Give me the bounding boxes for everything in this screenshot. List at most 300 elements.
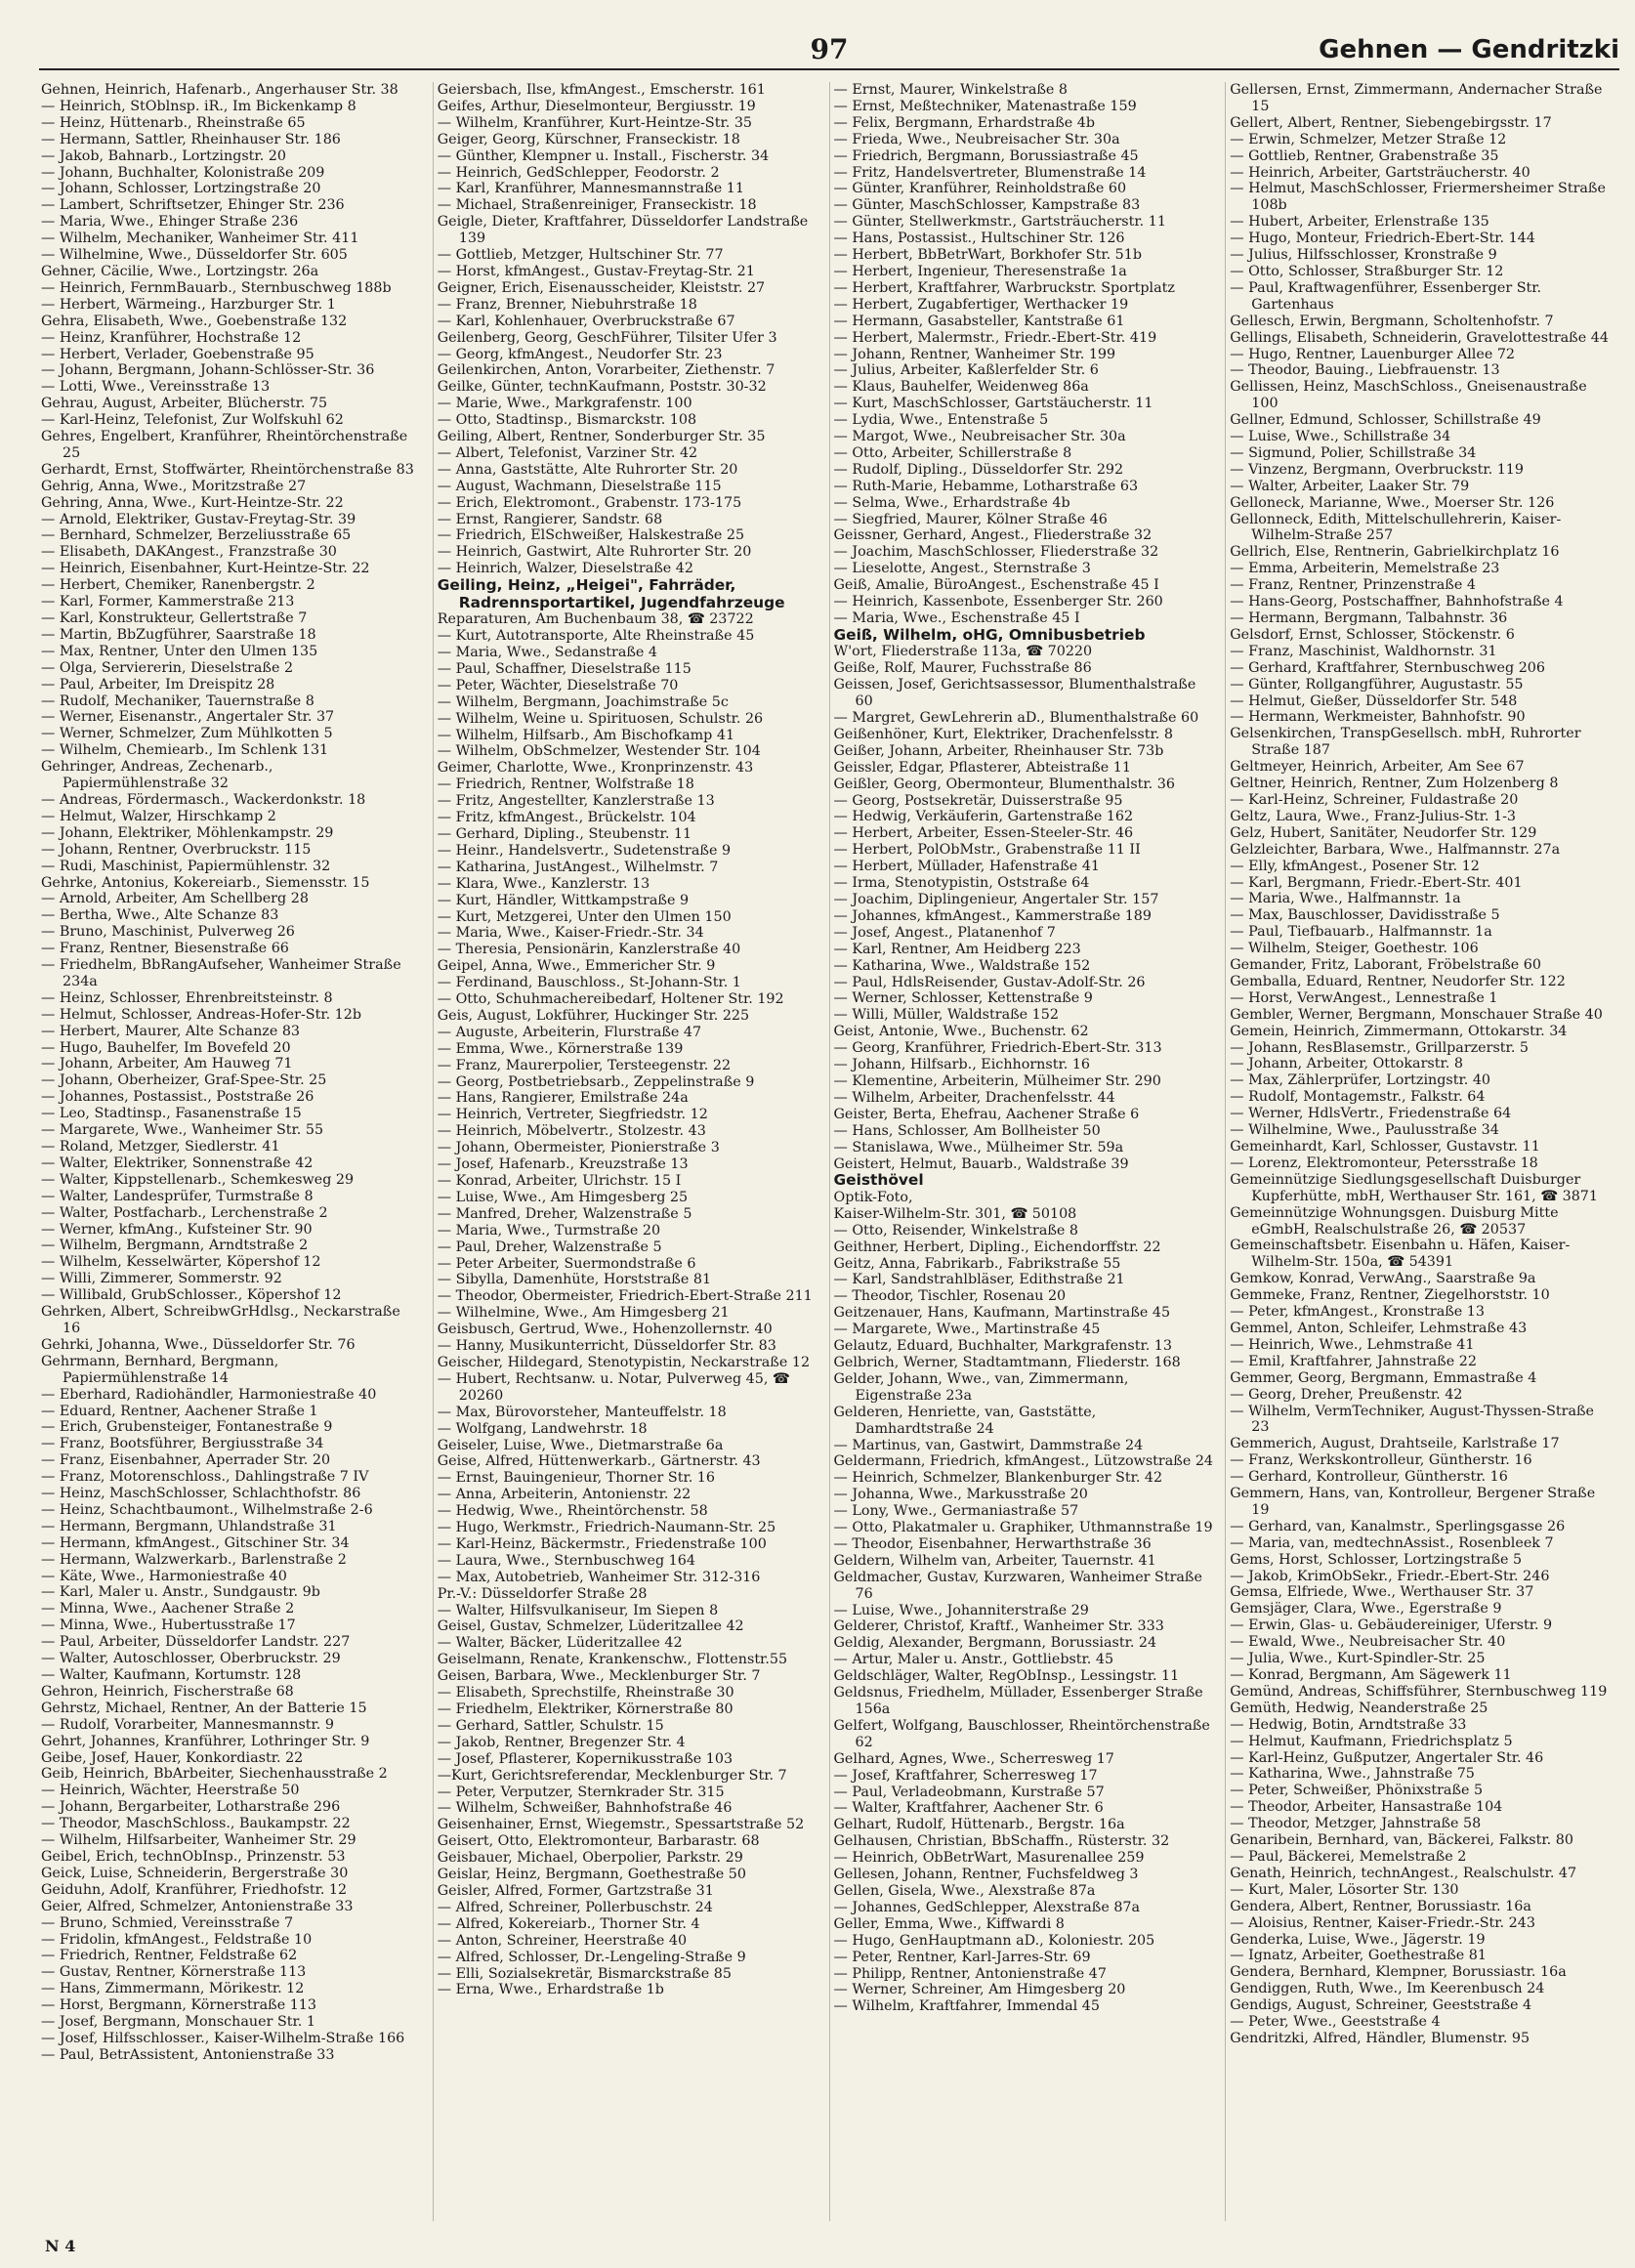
directory-entry: — Heinrich, ObBetrWart, Masurenallee 259 <box>833 1850 1145 1867</box>
directory-entry: — Irma, Stenotypistin, Oststraße 64 <box>833 875 1090 892</box>
directory-entry: — Wilhelm, Steiger, Goethestr. 106 <box>1230 941 1479 957</box>
directory-entry: Gelhard, Agnes, Wwe., Scherresweg 17 <box>833 1750 1114 1767</box>
directory-entry: — Peter, Rentner, Karl-Jarres-Str. 69 <box>833 1949 1091 1965</box>
directory-entry: — Auguste, Arbeiterin, Flurstraße 47 <box>437 1024 702 1040</box>
directory-entry: — Elisabeth, Sprechstilfe, Rheinstraße 30 <box>437 1685 734 1701</box>
directory-entry: — Herbert, Maurer, Alte Schanze 83 <box>41 1023 301 1039</box>
directory-entry: — Paul, HdlsReisender, Gustav-Adolf-Str. 26 <box>833 974 1146 990</box>
directory-entry: Geigle, Dieter, Kraftfahrer, Düsseldorfer Landstraße 139 <box>437 214 809 247</box>
directory-columns <box>41 82 1621 2221</box>
directory-entry: — Otto, Reisender, Winkelstraße 8 <box>833 1222 1079 1239</box>
directory-entry: — Selma, Wwe., Erhardstraße 4b <box>833 494 1070 511</box>
directory-entry: — Günter, Rollgangführer, Augustastr. 55 <box>1230 676 1524 693</box>
directory-entry: Gemeinnützige Siedlungsgesellschaft Duisburger Kupferhütte, mbH, Werthauser Str. 161, ☎ 3871 <box>1230 1171 1598 1204</box>
directory-entry: Geipel, Anna, Wwe., Emmericher Str. 9 <box>437 958 716 975</box>
directory-entry: — Joachim, MaschSchlosser, Fliederstraße 32 <box>833 544 1159 561</box>
directory-entry: — Horst, Bergmann, Körnerstraße 113 <box>41 1997 316 2014</box>
directory-entry: — Emma, Arbeiterin, Memelstraße 23 <box>1230 561 1500 577</box>
directory-entry: Gemkow, Konrad, VerwAng., Saarstraße 9a <box>1230 1271 1536 1287</box>
directory-entry: Geissler, Edgar, Pflasterer, Abteistraße 11 <box>833 759 1131 776</box>
printer-signature: N 4 <box>45 2237 76 2255</box>
directory-entry: — Johann, Hilfsarb., Eichhornstr. 16 <box>833 1057 1091 1073</box>
directory-entry: Gemüth, Hedwig, Neanderstraße 25 <box>1230 1700 1488 1716</box>
directory-entry: — Johannes, GedSchlepper, Alexstraße 87a <box>833 1899 1141 1915</box>
directory-entry: — Karl-Heinz, Gußputzer, Angertaler Str. 46 <box>1230 1749 1544 1766</box>
directory-entry: Gelfert, Wolfgang, Bauschlosser, Rheintörchenstraße 62 <box>833 1717 1210 1750</box>
directory-entry: — Max, Bürovorsteher, Manteuffelstr. 18 <box>437 1404 727 1420</box>
directory-entry: Geldschläger, Walter, RegObInsp., Lessingstr. 11 <box>833 1668 1180 1685</box>
directory-entry: — Friedrich, Rentner, Feldstraße 62 <box>41 1948 298 1964</box>
directory-entry: — Wilhelmine, Wwe., Düsseldorfer Str. 605 <box>41 247 348 264</box>
directory-entry: — Maria, Wwe., Eschenstraße 45 I <box>833 610 1080 626</box>
directory-entry: — Karl, Konstrukteur, Gellertstraße 7 <box>41 610 308 626</box>
directory-entry: Gehra, Elisabeth, Wwe., Goebenstraße 132 <box>41 313 348 329</box>
directory-entry: Geiß, Amalie, BüroAngest., Eschenstraße 45 I <box>833 577 1159 594</box>
directory-entry: — Gerhard, Dipling., Steubenstr. 11 <box>437 825 692 842</box>
directory-entry: — Maria, Wwe., Ehinger Straße 236 <box>41 214 299 231</box>
directory-entry: — Hubert, Rechtsanw. u. Notar, Pulverweg 45, ☎ 20260 <box>437 1370 790 1404</box>
directory-entry: — Karl, Kohlenhauer, Overbruckstraße 67 <box>437 313 735 329</box>
directory-entry: — Arnold, Elektriker, Gustav-Freytag-Str. 39 <box>41 511 356 527</box>
directory-entry: — Sigmund, Polier, Schillstraße 34 <box>1230 444 1477 461</box>
directory-entry: — Hans, Zimmermann, Mörikestr. 12 <box>41 1981 305 1997</box>
directory-entry: — Philipp, Rentner, Antonienstraße 47 <box>833 1965 1108 1982</box>
directory-entry: — Johannes, Postassist., Poststraße 26 <box>41 1089 314 1106</box>
directory-entry: — Heinrich, Wächter, Heerstraße 50 <box>41 1783 300 1799</box>
directory-entry: — Wilhelm, Hilfsarb., Am Bischofkamp 41 <box>437 727 735 743</box>
directory-entry: — Johann, Arbeiter, Am Hauweg 71 <box>41 1056 293 1072</box>
directory-entry: Geisen, Barbara, Wwe., Mecklenburger Str. 7 <box>437 1668 761 1685</box>
directory-entry: Gellrich, Else, Rentnerin, Gabrielkirchplatz 16 <box>1230 544 1560 561</box>
directory-entry: Geltz, Laura, Wwe., Franz-Julius-Str. 1-3 <box>1230 808 1516 824</box>
directory-entry: — Georg, Dreher, Preußenstr. 42 <box>1230 1386 1463 1403</box>
directory-entry: — Peter, Schweißer, Phönixstraße 5 <box>1230 1783 1484 1799</box>
directory-entry: — Walter, Elektriker, Sonnenstraße 42 <box>41 1155 314 1171</box>
directory-column-3 <box>829 82 1226 2221</box>
directory-entry: Geissen, Josef, Gerichtsassessor, Blumenthalstraße 60 <box>833 677 1196 710</box>
directory-entry: — Peter Arbeiter, Suermondstraße 6 <box>437 1255 696 1272</box>
directory-entry: Gendritzki, Alfred, Händler, Blumenstr. 95 <box>1230 2030 1530 2046</box>
directory-entry: Gemballa, Eduard, Rentner, Neudorfer Str. 122 <box>1230 973 1566 989</box>
directory-entry: — Georg, kfmAngest., Neudorfer Str. 23 <box>437 346 723 362</box>
directory-entry: — Kurt, MaschSchlosser, Gartstäucherstr. 11 <box>833 396 1153 412</box>
directory-entry: — Wilhelm, Kranführer, Kurt-Heintze-Str. 35 <box>437 114 753 131</box>
directory-entry: — Wilhelm, Bergmann, Arndtstraße 2 <box>41 1238 309 1254</box>
directory-entry: — Walter, Postfacharb., Lerchenstraße 2 <box>41 1204 328 1221</box>
directory-entry: — Margarete, Wwe., Wanheimer Str. 55 <box>41 1122 324 1139</box>
directory-entry: — Paul, Arbeiter, Im Dreispitz 28 <box>41 676 275 693</box>
directory-entry: — Maria, Wwe., Sedanstraße 4 <box>437 645 658 660</box>
directory-entry: — Maria, Wwe., Kaiser-Friedr.-Str. 34 <box>437 925 704 942</box>
directory-entry: — Johann, Buchhalter, Kolonistraße 209 <box>41 164 325 181</box>
directory-entry: — Josef, Angest., Platanenhof 7 <box>833 924 1056 941</box>
directory-entry: — Hans, Schlosser, Am Bollheister 50 <box>833 1122 1101 1139</box>
directory-entry: Geick, Luise, Schneiderin, Bergerstraße 30 <box>41 1865 349 1881</box>
directory-entry: — Werner, HdlsVertr., Friedenstraße 64 <box>1230 1106 1512 1122</box>
directory-entry: Gellonneck, Edith, Mittelschullehrerin, Kaiser-Wilhelm-Straße 257 <box>1230 511 1562 544</box>
directory-entry: — Heinrich, Schmelzer, Blankenburger Str. 42 <box>833 1470 1163 1487</box>
directory-entry: — Albert, Telefonist, Varziner Str. 42 <box>437 444 698 461</box>
directory-entry: — Ernst, Rangierer, Sandstr. 68 <box>437 511 663 527</box>
directory-entry: — Klara, Wwe., Kanzlerstr. 13 <box>437 875 650 892</box>
directory-entry: — Hermann, Bergmann, Uhlandstraße 31 <box>41 1518 337 1534</box>
directory-entry: — Katharina, Wwe., Waldstraße 152 <box>833 957 1091 974</box>
directory-entry: — Käte, Wwe., Harmoniestraße 40 <box>41 1568 287 1584</box>
directory-entry: Geist, Antonie, Wwe., Buchenstr. 62 <box>833 1024 1089 1040</box>
directory-entry: — Willi, Zimmerer, Sommerstr. 92 <box>41 1271 282 1287</box>
directory-entry: Geller, Emma, Wwe., Kiffwardi 8 <box>833 1915 1065 1932</box>
directory-entry: Gelder, Johann, Wwe., van, Zimmermann, Eigenstraße 23a <box>833 1370 1129 1404</box>
directory-entry: — Karl, Rentner, Am Heidberg 223 <box>833 941 1081 957</box>
directory-entry: — Bruno, Maschinist, Pulverweg 26 <box>41 924 295 941</box>
directory-entry: Geldig, Alexander, Bergmann, Borussiastr. 24 <box>833 1635 1157 1652</box>
directory-entry: — Johann, Rentner, Wanheimer Str. 199 <box>833 346 1116 362</box>
directory-entry: — Ernst, Bauingenieur, Thorner Str. 16 <box>437 1470 715 1487</box>
directory-entry: Gehrig, Anna, Wwe., Moritzstraße 27 <box>41 478 307 494</box>
directory-entry: — Herbert, Kraftfahrer, Warbruckstr. Sportplatz <box>833 279 1175 296</box>
directory-entry: Reparaturen, Am Buchenbaum 38, ☎ 23722 <box>437 611 754 628</box>
directory-entry: Gehringer, Andreas, Zechenarb., Papiermühlenstraße 32 <box>41 759 273 792</box>
directory-entry: — Herbert, PolObMstr., Grabenstraße 11 II <box>833 842 1141 859</box>
directory-entry: — Rudolf, Vorarbeiter, Mannesmannstr. 9 <box>41 1716 334 1733</box>
directory-entry: — Helmut, MaschSchlosser, Friermersheimer Straße 108b <box>1230 181 1606 214</box>
directory-entry: Geise, Alfred, Hüttenwerkarb., Gärtnerstr. 43 <box>437 1453 761 1470</box>
directory-entry: — Felix, Bergmann, Erhardstraße 4b <box>833 114 1096 131</box>
directory-entry: — Ewald, Wwe., Neubreisacher Str. 40 <box>1230 1634 1506 1651</box>
directory-entry: — Bernhard, Schmelzer, Berzeliusstraße 65 <box>41 527 352 544</box>
page-number: 97 <box>810 33 849 65</box>
directory-entry: — Horst, kfmAngest., Gustav-Freytag-Str. 21 <box>437 263 755 279</box>
directory-entry: — Lorenz, Elektromonteur, Petersstraße 18 <box>1230 1155 1538 1171</box>
directory-entry: — Heinrich, Möbelvertr., Stolzestr. 43 <box>437 1123 706 1140</box>
directory-entry: — Lydia, Wwe., Entenstraße 5 <box>833 412 1049 429</box>
directory-entry: — Fritz, kfmAngest., Brückelstr. 104 <box>437 810 696 826</box>
directory-entry: — Anton, Schreiner, Heerstraße 40 <box>437 1932 688 1949</box>
directory-entry: — Hans, Postassist., Hultschiner Str. 126 <box>833 231 1125 247</box>
directory-entry: — Franz, Bootsführer, Bergiusstraße 34 <box>41 1436 324 1452</box>
directory-entry: — Gerhard, van, Kanalmstr., Sperlingsgasse 26 <box>1230 1518 1566 1534</box>
directory-entry: — Hanny, Musikunterricht, Düsseldorfer Str. 83 <box>437 1338 776 1355</box>
directory-entry: Gehrki, Johanna, Wwe., Düsseldorfer Str. 76 <box>41 1336 356 1353</box>
directory-entry: — Helmut, Walzer, Hirschkamp 2 <box>41 808 276 824</box>
directory-entry: — Willi, Müller, Waldstraße 152 <box>833 1007 1059 1024</box>
directory-entry: — Franz, Motorenschloss., Dahlingstraße 7 IV <box>41 1469 369 1486</box>
directory-entry: — Kurt, Händler, Wittkampstraße 9 <box>437 892 690 908</box>
directory-entry: — Vinzenz, Bergmann, Overbruckstr. 119 <box>1230 461 1524 478</box>
directory-entry: — Günter, MaschSchlosser, Kampstraße 83 <box>833 197 1141 214</box>
directory-entry: Geistert, Helmut, Bauarb., Waldstraße 39 <box>833 1155 1129 1172</box>
directory-entry: Gellen, Gisela, Wwe., Alexstraße 87a <box>833 1882 1096 1899</box>
directory-entry: — Kurt, Metzgerei, Unter den Ulmen 150 <box>437 908 732 925</box>
directory-entry: — Max, Zählerprüfer, Lortzingstr. 40 <box>1230 1072 1491 1089</box>
directory-entry: — Werner, Schmelzer, Zum Mühlkotten 5 <box>41 726 333 742</box>
directory-entry: Genaribein, Bernhard, van, Bäckerei, Falkstr. 80 <box>1230 1832 1573 1849</box>
directory-entry: — Karl, Kranführer, Mannesmannstraße 11 <box>437 181 744 197</box>
directory-entry: Gehrstz, Michael, Rentner, An der Batterie 15 <box>41 1700 367 1716</box>
directory-entry: Gellner, Edmund, Schlosser, Schillstraße 49 <box>1230 412 1541 429</box>
directory-entry: Gemeinhardt, Karl, Schlosser, Gustavstr. 11 <box>1230 1139 1540 1155</box>
directory-entry: — Gerhard, Sattler, Schulstr. 15 <box>437 1717 664 1734</box>
directory-entry: Geis, August, Lokführer, Huckinger Str. 225 <box>437 1007 750 1024</box>
directory-entry: Gehres, Engelbert, Kranführer, Rheintörchenstraße 25 <box>41 429 408 461</box>
directory-entry: — Johann, Rentner, Overbruckstr. 115 <box>41 841 312 858</box>
directory-entry: — Lieselotte, Angest., Sternstraße 3 <box>833 561 1091 577</box>
directory-entry: Geier, Alfred, Schmelzer, Antonienstraße 33 <box>41 1898 354 1914</box>
directory-entry: — Wilhelm, ObSchmelzer, Westender Str. 104 <box>437 743 761 760</box>
directory-entry: — Konrad, Bergmann, Am Sägewerk 11 <box>1230 1667 1512 1683</box>
directory-entry: — Karl, Sandstrahlbläser, Edithstraße 21 <box>833 1272 1125 1288</box>
directory-entry: — Josef, Hilfsschlosser., Kaiser-Wilhelm-Straße 166 <box>41 2030 405 2046</box>
directory-entry: — Konrad, Arbeiter, Ulrichstr. 15 I <box>437 1173 682 1189</box>
directory-entry: Geitzenauer, Hans, Kaufmann, Martinstraße 45 <box>833 1305 1171 1322</box>
directory-entry: — Max, Rentner, Unter den Ulmen 135 <box>41 643 318 659</box>
directory-entry: — Hermann, kfmAngest., Gitschiner Str. 34 <box>41 1534 350 1551</box>
directory-entry: — Klementine, Arbeiterin, Mülheimer Str. 290 <box>833 1072 1161 1089</box>
directory-entry: — Johanna, Wwe., Markusstraße 20 <box>833 1487 1088 1503</box>
directory-entry: Geißer, Johann, Arbeiter, Rheinhauser Str. 73b <box>833 742 1164 759</box>
directory-entry: Geisenhainer, Ernst, Wiegemstr., Spessartstraße 52 <box>437 1817 805 1833</box>
directory-entry: Gemmerich, August, Drahtseile, Karlstraße 17 <box>1230 1436 1560 1452</box>
directory-entry: Geldsnus, Friedhelm, Müllader, Essenberger Straße 156a <box>833 1685 1203 1717</box>
directory-entry: — Max, Autobetrieb, Wanheimer Str. 312-316 <box>437 1569 761 1585</box>
directory-entry: — Helmut, Kaufmann, Friedrichsplatz 5 <box>1230 1733 1513 1749</box>
directory-entry: — Johann, Bergmann, Johann-Schlösser-Str. 36 <box>41 362 375 379</box>
directory-entry: — Georg, Postsekretär, Duisserstraße 95 <box>833 792 1123 809</box>
directory-entry: — Herbert, BbBetrWart, Borkhofer Str. 51b <box>833 247 1143 264</box>
directory-entry: Geister, Berta, Ehefrau, Aachener Straße 6 <box>833 1106 1140 1122</box>
directory-entry: Geltner, Heinrich, Rentner, Zum Holzenberg 8 <box>1230 776 1559 792</box>
directory-entry: — Hugo, GenHauptmann aD., Koloniestr. 205 <box>833 1932 1155 1949</box>
directory-entry: — Theresia, Pensionärin, Kanzlerstraße 40 <box>437 942 741 958</box>
page-header <box>39 27 1619 70</box>
directory-entry: — Wilhelm, VermTechniker, August-Thyssen-Straße 23 <box>1230 1403 1594 1436</box>
directory-entry: Gellissen, Heinz, MaschSchloss., Gneisenaustraße 100 <box>1230 379 1587 412</box>
directory-entry: — Herbert, Müllader, Hafenstraße 41 <box>833 859 1101 875</box>
directory-entry: Geiger, Georg, Kürschner, Franseckistr. 18 <box>437 131 740 147</box>
directory-entry: — Stanislawa, Wwe., Mülheimer Str. 59a <box>833 1139 1124 1155</box>
directory-entry: Geiß, Wilhelm, oHG, Omnibusbetrieb <box>833 626 1146 644</box>
directory-entry: — Günter, Kranführer, Reinholdstraße 60 <box>833 181 1127 197</box>
directory-entry: — Hermann, Sattler, Rheinhauser Str. 186 <box>41 131 341 147</box>
directory-entry: — Theodor, Tischler, Rosenau 20 <box>833 1288 1067 1305</box>
directory-entry: Gellesen, Johann, Rentner, Fuchsfeldweg 3 <box>833 1867 1139 1883</box>
directory-entry: Gellert, Albert, Rentner, Siebengebirgsstr. 17 <box>1230 114 1552 131</box>
directory-entry: — Franz, Eisenbahner, Aperrader Str. 20 <box>41 1452 331 1469</box>
directory-entry: — Paul, BetrAssistent, Antonienstraße 33 <box>41 2046 335 2063</box>
directory-entry: Gehrmann, Bernhard, Bergmann, Papiermühlenstraße 14 <box>41 1353 279 1386</box>
directory-entry: — Johann, Schlosser, Lortzingstraße 20 <box>41 181 321 197</box>
directory-entry: — Josef, Bergmann, Monschauer Str. 1 <box>41 2014 315 2031</box>
directory-entry: — Ernst, Maurer, Winkelstraße 8 <box>833 82 1069 98</box>
directory-entry: — Helmut, Schlosser, Andreas-Hofer-Str. 12b <box>41 1006 362 1023</box>
directory-entry: — Heinz, Kranführer, Hochstraße 12 <box>41 329 302 346</box>
directory-entry: — Heinrich, Walzer, Dieselstraße 42 <box>437 561 693 577</box>
directory-entry: Gerhardt, Ernst, Stoffwärter, Rheintörchenstraße 83 <box>41 461 414 478</box>
directory-entry: — Franz, Maurerpolier, Tersteegenstr. 22 <box>437 1057 732 1073</box>
directory-entry: Gelsdorf, Ernst, Schlosser, Stöckenstr. 6 <box>1230 626 1515 643</box>
directory-entry: Gemander, Fritz, Laborant, Fröbelstraße 60 <box>1230 957 1541 974</box>
directory-column-4 <box>1225 82 1621 2221</box>
directory-entry: — Maria, Wwe., Halfmannstr. 1a <box>1230 891 1461 907</box>
directory-entry: — Paul, Verladeobmann, Kurstraße 57 <box>833 1784 1105 1800</box>
directory-entry: Gelsenkirchen, TranspGesellsch. mbH, Ruhrorter Straße 187 <box>1230 726 1581 759</box>
directory-entry: Kaiser-Wilhelm-Str. 301, ☎ 50108 <box>833 1205 1077 1222</box>
directory-entry: — Elli, Sozialsekretär, Bismarckstraße 85 <box>437 1965 733 1982</box>
directory-entry: — Paul, Arbeiter, Düsseldorfer Landstr. 227 <box>41 1634 351 1651</box>
directory-entry: — Franz, Werkskontrolleur, Güntherstr. 16 <box>1230 1452 1532 1469</box>
directory-entry: — Hermann, Bergmann, Talbahnstr. 36 <box>1230 610 1508 626</box>
directory-entry: — Hermann, Walzwerkarb., Barlenstraße 2 <box>41 1551 347 1568</box>
directory-entry: W'ort, Fliederstraße 113a, ☎ 70220 <box>833 644 1093 660</box>
directory-entry: — Otto, Schuhmachereibedarf, Holtener Str. 192 <box>437 991 784 1008</box>
directory-entry: — Willibald, GrubSchlosser., Köpershof 12 <box>41 1287 342 1304</box>
directory-entry: — Franz, Maschinist, Waldhornstr. 31 <box>1230 643 1497 659</box>
directory-entry: — Maria, van, medtechnAssist., Rosenbleek 7 <box>1230 1534 1554 1551</box>
directory-entry: — Heinrich, FernmBauarb., Sternbuschweg 188b <box>41 279 392 296</box>
directory-entry: — Friedhelm, Elektriker, Körnerstraße 80 <box>437 1701 734 1717</box>
directory-entry: — Olga, Serviererin, Dieselstraße 2 <box>41 659 294 676</box>
directory-entry: — Paul, Schaffner, Dieselstraße 115 <box>437 660 692 677</box>
directory-entry: — Bertha, Wwe., Alte Schanze 83 <box>41 907 279 924</box>
directory-entry: — Siegfried, Maurer, Kölner Straße 46 <box>833 511 1108 527</box>
directory-entry: — Julius, Hilfsschlosser, Kronstraße 9 <box>1230 247 1497 264</box>
directory-entry: — Erich, Elektromont., Grabenstr. 173-175 <box>437 494 742 511</box>
directory-entry: — Otto, Stadtinsp., Bismarckstr. 108 <box>437 412 697 429</box>
directory-entry: Geilenkirchen, Anton, Vorarbeiter, Ziethenstr. 7 <box>437 362 776 379</box>
directory-entry: — Wilhelm, Bergmann, Joachimstraße 5c <box>437 693 729 710</box>
directory-entry: Geitz, Anna, Fabrikarb., Fabrikstraße 55 <box>833 1255 1121 1272</box>
directory-entry: Gehrken, Albert, SchreibwGrHdlsg., Neckarstraße 16 <box>41 1304 400 1336</box>
directory-entry: — Heinrich, Gastwirt, Alte Ruhrorter Str. 20 <box>437 544 752 561</box>
directory-entry: — Gerhard, Kraftfahrer, Sternbuschweg 206 <box>1230 659 1545 676</box>
directory-entry: — Wilhelm, Kraftfahrer, Immendal 45 <box>833 1998 1100 2015</box>
directory-entry: — Franz, Rentner, Biesenstraße 66 <box>41 941 289 957</box>
directory-entry: Gendera, Albert, Rentner, Borussiastr. 16a <box>1230 1898 1531 1914</box>
directory-entry: — Herbert, Chemiker, Ranenbergstr. 2 <box>41 577 315 594</box>
directory-entry: — Erna, Wwe., Erhardstraße 1b <box>437 1982 664 1998</box>
directory-entry: — Lambert, Schriftsetzer, Ehinger Str. 236 <box>41 197 345 214</box>
directory-entry: Gehring, Anna, Wwe., Kurt-Heintze-Str. 22 <box>41 494 344 511</box>
directory-entry: — Johann, Elektriker, Möhlenkampstr. 29 <box>41 824 334 841</box>
directory-entry: — Anna, Gaststätte, Alte Ruhrorter Str. 20 <box>437 461 738 478</box>
directory-entry: Gehrau, August, Arbeiter, Blücherstr. 75 <box>41 396 328 412</box>
directory-entry: — Walter, Bäcker, Lüderitzallee 42 <box>437 1635 683 1652</box>
directory-entry: — Walter, Landesprüfer, Turmstraße 8 <box>41 1188 314 1204</box>
directory-entry: — Johann, Bergarbeiter, Lotharstraße 296 <box>41 1799 341 1816</box>
directory-entry: — Minna, Wwe., Aachener Straße 2 <box>41 1601 295 1617</box>
directory-entry: — Theodor, Arbeiter, Hansastraße 104 <box>1230 1799 1503 1816</box>
directory-entry: — Ruth-Marie, Hebamme, Lotharstraße 63 <box>833 478 1139 494</box>
directory-entry: — Herbert, Verlader, Goebenstraße 95 <box>41 346 314 362</box>
directory-entry: — Karl, Bergmann, Friedr.-Ebert-Str. 401 <box>1230 874 1523 891</box>
directory-entry: — Walter, Kraftfahrer, Aachener Str. 6 <box>833 1800 1104 1817</box>
directory-entry: — Julius, Arbeiter, Kaßlerfelder Str. 6 <box>833 362 1099 379</box>
directory-entry: — Wilhelm, Hilfsarbeiter, Wanheimer Str. 29 <box>41 1832 356 1849</box>
directory-entry: — Gottlieb, Metzger, Hultschiner Str. 77 <box>437 247 724 264</box>
directory-entry: — Eduard, Rentner, Aachener Straße 1 <box>41 1403 318 1419</box>
directory-entry: — Hugo, Rentner, Lauenburger Allee 72 <box>1230 346 1516 362</box>
directory-entry: Geldermann, Friedrich, kfmAngest., Lützowstraße 24 <box>833 1453 1214 1470</box>
directory-entry: — Hugo, Monteur, Friedrich-Ebert-Str. 144 <box>1230 231 1535 247</box>
directory-entry: Gellersen, Ernst, Zimmermann, Andernacher Straße 15 <box>1230 82 1603 114</box>
directory-entry: Gemmer, Georg, Bergmann, Emmastraße 4 <box>1230 1369 1537 1386</box>
directory-entry: Geisthövel <box>833 1172 924 1190</box>
directory-entry: — Luise, Wwe., Schillstraße 34 <box>1230 429 1451 445</box>
directory-entry: — Georg, Kranführer, Friedrich-Ebert-Str. 313 <box>833 1040 1162 1057</box>
directory-entry: Gendera, Bernhard, Klempner, Borussiastr. 16a <box>1230 1964 1567 1981</box>
directory-entry: — Theodor, Obermeister, Friedrich-Ebert-Straße 211 <box>437 1288 813 1305</box>
directory-entry: Geiling, Albert, Rentner, Sonderburger Str. 35 <box>437 429 766 445</box>
directory-entry: — Peter, Verputzer, Sternkrader Str. 315 <box>437 1784 725 1800</box>
directory-entry: — Alfred, Schlosser, Dr.-Lengeling-Straße 9 <box>437 1949 746 1965</box>
directory-entry: — Emil, Kraftfahrer, Jahnstraße 22 <box>1230 1353 1477 1369</box>
directory-entry: — Margarete, Wwe., Martinstraße 45 <box>833 1322 1101 1338</box>
directory-entry: — Peter, Wächter, Dieselstraße 70 <box>437 677 679 693</box>
directory-entry: Gellesch, Erwin, Bergmann, Scholtenhofstr. 7 <box>1230 313 1554 329</box>
directory-entry: — Ignatz, Arbeiter, Goethestraße 81 <box>1230 1948 1487 1964</box>
directory-entry: — Heinz, MaschSchlosser, Schlachthofstr. 86 <box>41 1486 361 1502</box>
directory-entry: Geischer, Hildegard, Stenotypistin, Neckarstraße 12 <box>437 1354 811 1370</box>
directory-entry: — Heinrich, GedSchlepper, Feodorstr. 2 <box>437 164 720 181</box>
directory-entry: — Hans, Rangierer, Emilstraße 24a <box>437 1090 689 1107</box>
directory-entry: Geiseler, Luise, Wwe., Dietmarstraße 6a <box>437 1437 724 1453</box>
directory-entry: — Hedwig, Wwe., Rheintörchenstr. 58 <box>437 1503 708 1520</box>
directory-entry: Geib, Heinrich, BbArbeiter, Siechenhausstraße 2 <box>41 1766 388 1783</box>
directory-entry: — Wilhelm, Schweißer, Bahnhofstraße 46 <box>437 1800 733 1817</box>
directory-entry: Gehnen, Heinrich, Hafenarb., Angerhauser Str. 38 <box>41 82 398 98</box>
directory-entry: Gemünd, Andreas, Schiffsführer, Sternbuschweg 119 <box>1230 1683 1608 1700</box>
directory-entry: — Josef, Kraftfahrer, Scherresweg 17 <box>833 1767 1098 1784</box>
directory-entry: Gehner, Cäcilie, Wwe., Lortzingstr. 26a <box>41 263 319 279</box>
directory-entry: — Walter, Hilfsvulkaniseur, Im Siepen 8 <box>437 1602 719 1618</box>
directory-entry: — Gerhard, Kontrolleur, Güntherstr. 16 <box>1230 1469 1508 1486</box>
directory-entry: — Wilhelmine, Wwe., Paulusstraße 34 <box>1230 1122 1499 1139</box>
directory-entry: — Martinus, van, Gastwirt, Dammstraße 24 <box>833 1437 1144 1453</box>
directory-entry: — Jakob, Rentner, Bregenzer Str. 4 <box>437 1734 686 1750</box>
directory-entry: — Kurt, Maler, Lösorter Str. 130 <box>1230 1881 1459 1898</box>
directory-entry: — Elly, kfmAngest., Posener Str. 12 <box>1230 858 1480 874</box>
directory-entry: — Erich, Grubensteiger, Fontanestraße 9 <box>41 1419 333 1436</box>
directory-entry: — Herbert, Malermstr., Friedr.-Ebert-Str. 419 <box>833 329 1157 346</box>
directory-entry: — Luise, Wwe., Am Himgesberg 25 <box>437 1189 689 1205</box>
directory-entry: — Horst, VerwAngest., Lennestraße 1 <box>1230 989 1498 1006</box>
directory-entry: — Hermann, Gasabsteller, Kantstraße 61 <box>833 313 1125 329</box>
directory-entry: Gemeinschaftsbetr. Eisenbahn u. Häfen, Kaiser-Wilhelm-Str. 150a, ☎ 54391 <box>1230 1238 1571 1271</box>
directory-entry: Genath, Heinrich, technAngest., Realschulstr. 47 <box>1230 1865 1577 1881</box>
directory-entry: — Anna, Arbeiterin, Antonienstr. 22 <box>437 1487 692 1503</box>
directory-entry: — Fritz, Angestellter, Kanzlerstraße 13 <box>437 793 715 810</box>
directory-entry: Gems, Horst, Schlosser, Lortzingstraße 5 <box>1230 1551 1523 1568</box>
directory-entry: — Friedrich, Bergmann, Borussiastraße 45 <box>833 147 1139 164</box>
directory-entry: Gemeinnützige Wohnungsgen. Duisburg Mitte eGmbH, Realschulstraße 26, ☎ 20537 <box>1230 1204 1559 1238</box>
directory-entry: — Günter, Stellwerkmstr., Gartsträucherstr. 11 <box>833 214 1166 231</box>
directory-entry: — Rudolf, Montagemstr., Falkstr. 64 <box>1230 1089 1486 1106</box>
directory-entry: — Hugo, Werkmstr., Friedrich-Naumann-Str. 25 <box>437 1520 776 1536</box>
directory-entry: — Leo, Stadtinsp., Fasanenstraße 15 <box>41 1106 302 1122</box>
directory-entry: Geisert, Otto, Elektromonteur, Barbarastr. 68 <box>437 1833 760 1850</box>
directory-entry: — Karl-Heinz, Schreiner, Fuldastraße 20 <box>1230 791 1519 808</box>
directory-entry: Gemmeke, Franz, Rentner, Ziegelhorststr. 10 <box>1230 1287 1550 1304</box>
directory-entry: Gemmern, Hans, van, Kontrolleur, Bergener Straße 19 <box>1230 1486 1596 1518</box>
directory-entry: — Hans-Georg, Postschaffner, Bahnhofstraße 4 <box>1230 594 1564 610</box>
directory-entry: — August, Wachmann, Dieselstraße 115 <box>437 478 722 494</box>
directory-entry: — Julia, Wwe., Kurt-Spindler-Str. 25 <box>1230 1651 1486 1667</box>
directory-entry: — Rudolf, Mechaniker, Tauernstraße 8 <box>41 693 314 709</box>
directory-entry: Gelderer, Christof, Kraftf., Wanheimer Str. 333 <box>833 1618 1164 1635</box>
directory-entry: — Joachim, Diplingenieur, Angertaler Str. 157 <box>833 892 1159 907</box>
directory-entry: — Walter, Kaufmann, Kortumstr. 128 <box>41 1667 302 1683</box>
directory-entry: Geiersbach, Ilse, kfmAngest., Emscherstr. 161 <box>437 82 766 98</box>
